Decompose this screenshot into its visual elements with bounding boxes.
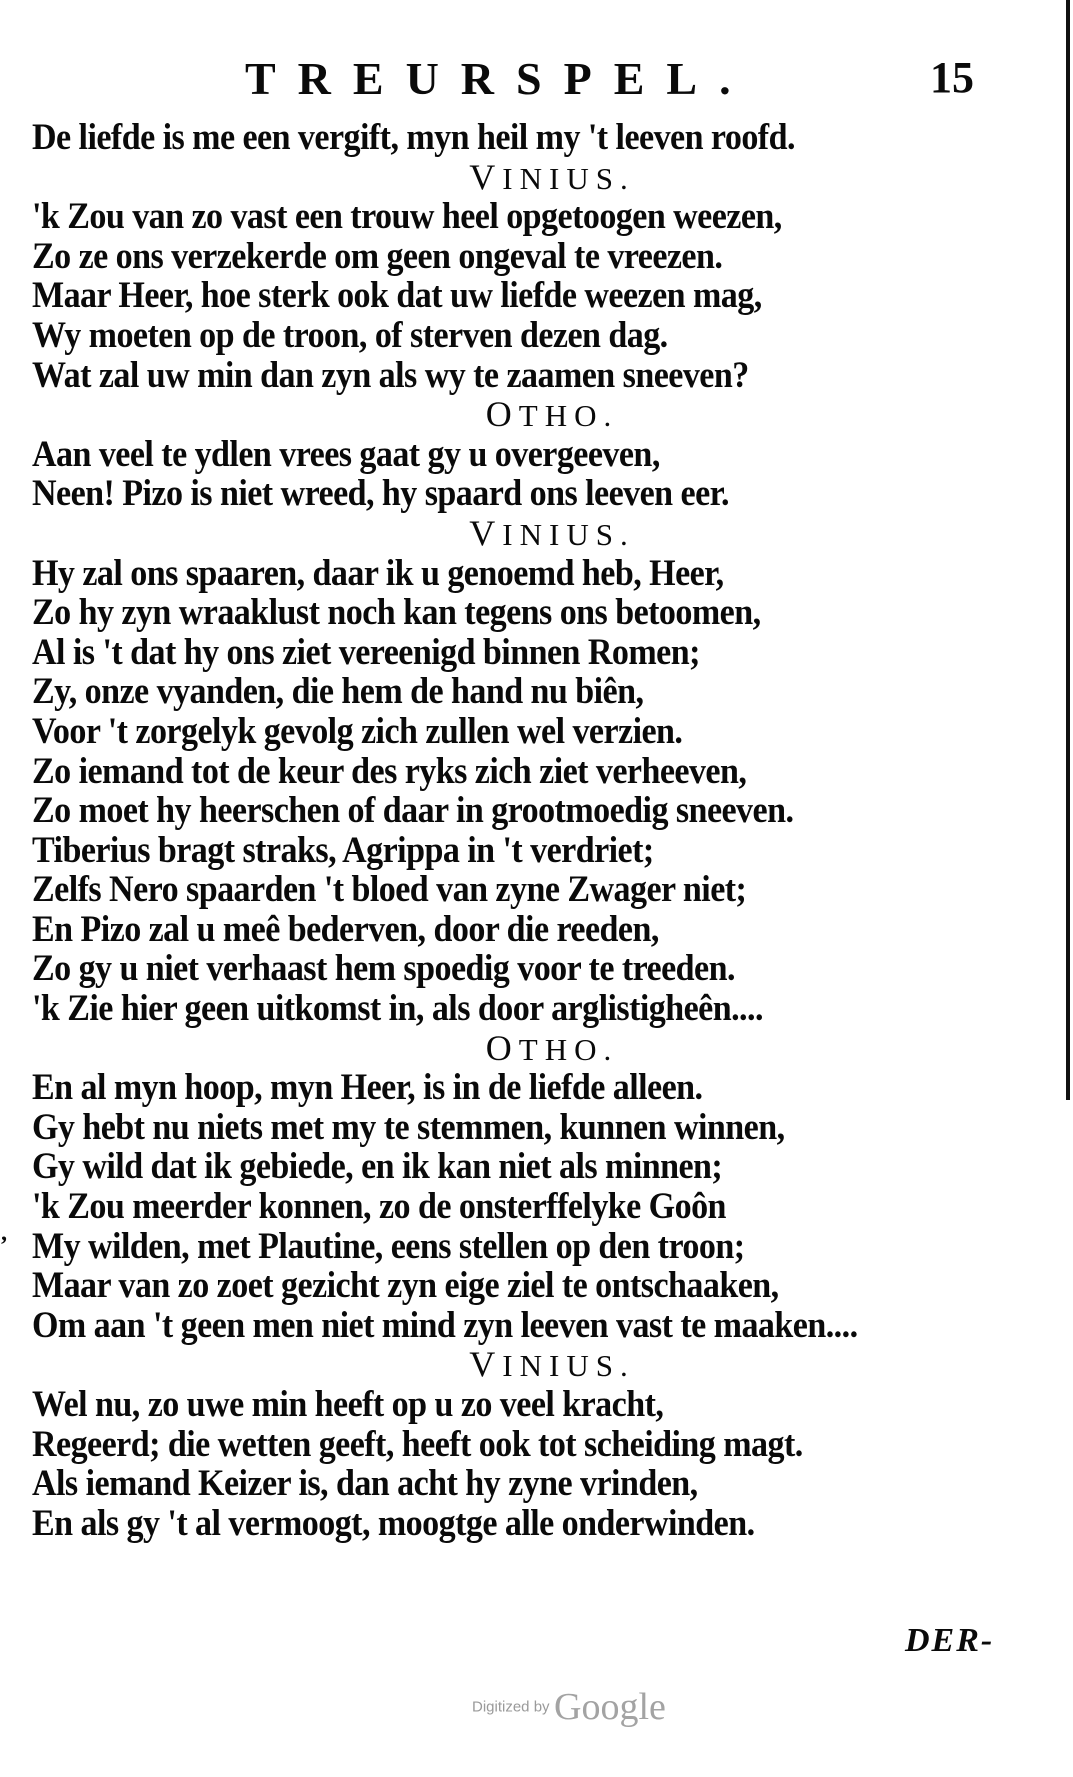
verse-line: Maar Heer, hoe sterk ook dat uw liefde weezen mag, xyxy=(32,275,762,317)
verse-line: 'k Zie hier geen uitkomst in, als door arglistigheên.... xyxy=(32,988,763,1030)
speaker-initial: O xyxy=(485,394,519,435)
speaker-name-rest: INIUS. xyxy=(502,1348,635,1384)
verse-line: Neen! Pizo is niet wreed, hy spaard ons leeven eer. xyxy=(32,473,730,515)
verse-line: Zo gy u niet verhaast hem spoedig voor te treeden. xyxy=(32,948,735,990)
verse-line: Zelfs Nero spaarden 't bloed van zyne Zwager niet; xyxy=(32,869,747,911)
page-number: 15 xyxy=(930,53,974,102)
speaker-name-rest: INIUS. xyxy=(502,160,635,196)
speaker-initial: V xyxy=(469,1344,503,1385)
speaker-initial: V xyxy=(469,512,503,553)
verse-line: Als iemand Keizer is, dan acht hy zyne vrinden, xyxy=(32,1463,698,1505)
verse-line: My wilden, met Plautine, eens stellen op den troon; xyxy=(32,1225,745,1267)
verse-line: 'k Zou meerder konnen, zo de onsterffelyke Goôn xyxy=(32,1186,726,1228)
verse-line: Gy wild dat ik gebiede, en ik kan niet als minnen; xyxy=(32,1146,723,1188)
verse-line: Zo ze ons verzekerde om geen ongeval te vreezen. xyxy=(32,235,723,277)
speaker-heading xyxy=(32,158,1032,198)
speaker-heading xyxy=(32,1345,1032,1385)
verse-text xyxy=(32,118,1032,1543)
verse-line: Tiberius bragt straks, Agrippa in 't verdriet; xyxy=(32,829,654,871)
verse-line: Zo hy zyn wraaklust noch kan tegens ons betoomen, xyxy=(32,592,761,634)
verse-line: Zy, onze vyanden, die hem de hand nu biên, xyxy=(32,671,644,713)
verse-line: Aan veel te ydlen vrees gaat gy u overgeeven, xyxy=(32,433,660,475)
verse-line: En al myn hoop, myn Heer, is in de liefde alleen. xyxy=(32,1067,703,1109)
margin-mark: ‚ xyxy=(0,1220,8,1246)
verse-line: Zo moet hy heerschen of daar in grootmoedig sneeven. xyxy=(32,790,794,832)
verse-line: Voor 't zorgelyk gevolg zich zullen wel verzien. xyxy=(32,710,683,752)
verse-line: Regeerd; die wetten geeft, heeft ook tot scheiding magt. xyxy=(32,1423,803,1465)
speaker-heading xyxy=(32,395,1032,435)
verse-line: Wat zal uw min dan zyn als wy te zaamen sneeven? xyxy=(32,354,749,396)
speaker-name-rest: THO. xyxy=(518,1031,619,1067)
running-head xyxy=(0,52,1073,112)
verse-line: Hy zal ons spaaren, daar ik u genoemd heb, Heer, xyxy=(32,552,724,594)
verse-line: 'k Zou van zo vast een trouw heel opgetoogen weezen, xyxy=(32,196,782,238)
verse-line: De liefde is me een vergift, myn heil my 't leeven roofd. xyxy=(32,117,795,158)
page-edge-rule xyxy=(1066,0,1070,1100)
verse-line: Wel nu, zo uwe min heeft op u zo veel kracht, xyxy=(32,1384,664,1425)
verse-line: Maar van zo zoet gezicht zyn eige ziel te ontschaaken, xyxy=(32,1265,779,1307)
speaker-initial: O xyxy=(485,1027,519,1068)
running-title: TREURSPEL. xyxy=(245,53,753,104)
speaker-name-rest: THO. xyxy=(518,398,619,434)
digitization-watermark xyxy=(472,1685,666,1729)
verse-line: Gy hebt nu niets met my te stemmen, kunnen winnen, xyxy=(32,1106,785,1148)
speaker-heading xyxy=(32,1029,1032,1069)
verse-line: Wy moeten op de troon, of sterven dezen dag. xyxy=(32,314,668,356)
speaker-heading xyxy=(32,514,1032,554)
verse-line: En Pizo zal u meê bederven, door die reeden, xyxy=(32,908,659,950)
watermark-prefix: Digitized by xyxy=(472,1698,550,1716)
verse-line: Al is 't dat hy ons ziet vereenigd binnen Romen; xyxy=(32,631,700,673)
catchword: DER- xyxy=(905,1622,995,1659)
verse-line: Zo iemand tot de keur des ryks zich ziet verheeven, xyxy=(32,750,747,792)
verse-line: En als gy 't al vermoogt, moogtge alle onderwinden. xyxy=(32,1502,755,1544)
speaker-initial: V xyxy=(469,156,503,197)
verse-line: Om aan 't geen men niet mind zyn leeven vast te maaken.... xyxy=(32,1304,858,1346)
watermark-brand: Google xyxy=(554,1686,666,1728)
speaker-name-rest: INIUS. xyxy=(502,516,635,552)
